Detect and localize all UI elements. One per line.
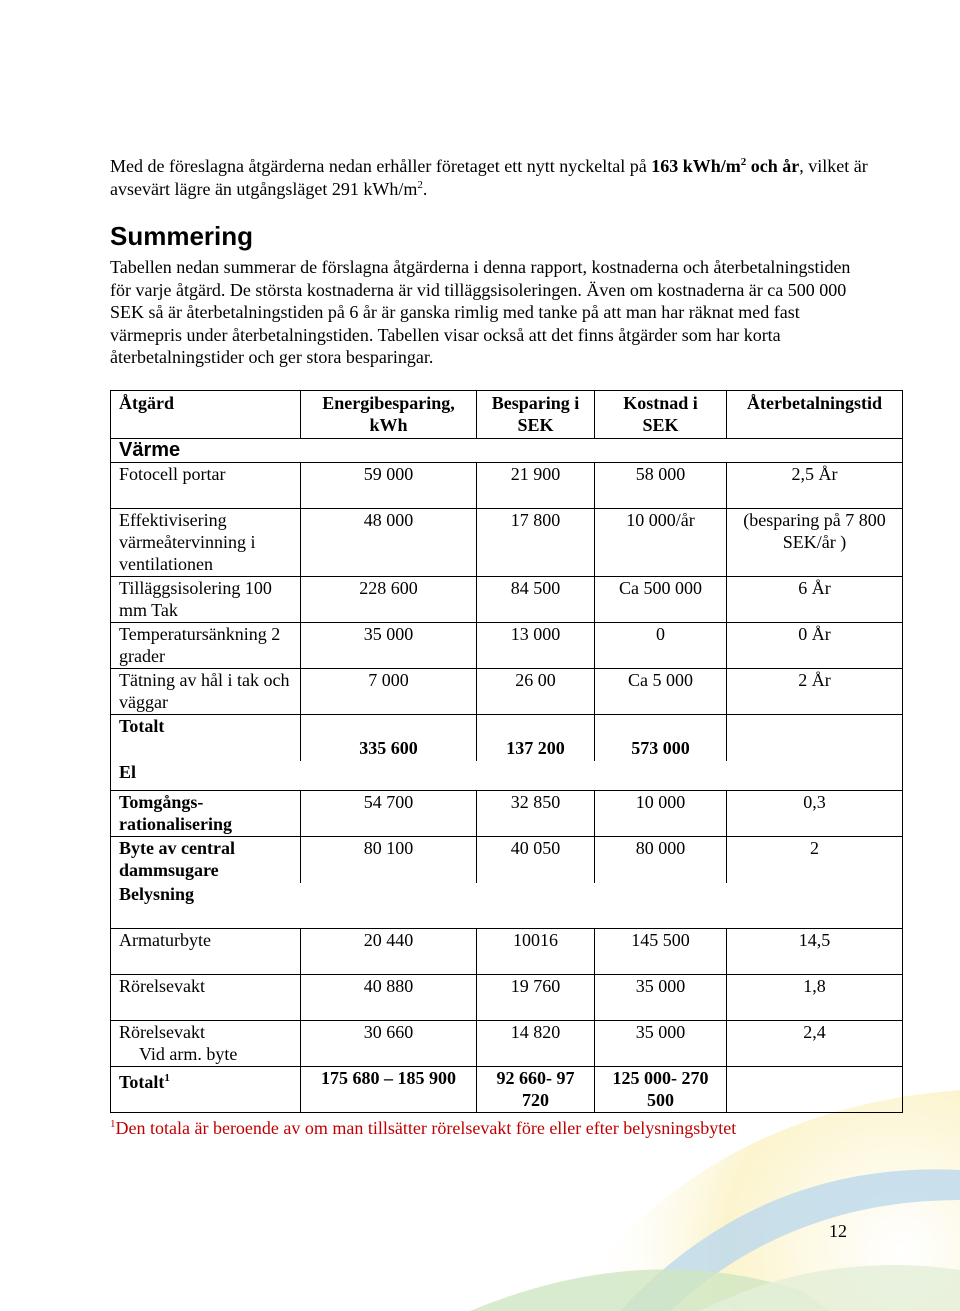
- section-row-el: [111, 761, 903, 791]
- cell-atgard: Tomgångs-rationalisering: [111, 791, 301, 837]
- header-tid: Återbetalningstid: [727, 391, 903, 439]
- cell-total-label: Totalt$^1$: [111, 1067, 301, 1113]
- cell-tid: 14,5: [727, 929, 903, 975]
- cell-energi: 48 000: [301, 509, 477, 577]
- cell-besparing: 21 900: [477, 463, 595, 509]
- cell-atgard: Fotocell portar: [111, 463, 301, 509]
- cell-tid: 2,4: [727, 1021, 903, 1067]
- cell-energi: 30 660: [301, 1021, 477, 1067]
- cell-energi: 20 440: [301, 929, 477, 975]
- cell-total-kostnad: 573 000: [595, 715, 727, 761]
- cell-kostnad: 35 000: [595, 1021, 727, 1067]
- table-row: [111, 1021, 903, 1067]
- cell-besparing: 40 050: [477, 837, 595, 883]
- cell-tid: 0 År: [727, 623, 903, 669]
- table-row: [111, 791, 903, 837]
- cell-total-kostnad: 125 000- 270 500: [595, 1067, 727, 1113]
- cell-atgard: Temperatursänkning 2 grader: [111, 623, 301, 669]
- cell-total-energi: 335 600: [301, 715, 477, 761]
- header-besparing: Besparing i SEK: [477, 391, 595, 439]
- cell-total-label: Totalt: [111, 715, 301, 761]
- section-label-el: El: [111, 761, 301, 791]
- cell-atgard-main: Rörelsevakt: [119, 1022, 205, 1042]
- cell-tid: (besparing på 7 800 SEK/år ): [727, 509, 903, 577]
- table-row: [111, 975, 903, 1021]
- cell-atgard: [111, 1021, 301, 1067]
- cell-kostnad: 10 000: [595, 791, 727, 837]
- cell-kostnad: 35 000: [595, 975, 727, 1021]
- measures-table: [110, 390, 903, 1113]
- header-energi: Energibesparing, kWh: [301, 391, 477, 439]
- cell-kostnad: 80 000: [595, 837, 727, 883]
- cell-total-tid: [727, 1067, 903, 1113]
- cell-energi: 228 600: [301, 577, 477, 623]
- table-footnote: $^1$Den totala är beroende av om man tillsätter rörelsevakt före eller efter belysningsbytet: [110, 1118, 737, 1138]
- section-label-varme: Värme: [111, 439, 903, 463]
- cell-kostnad: Ca 500 000: [595, 577, 727, 623]
- table-row: [111, 929, 903, 975]
- cell-kostnad: Ca 5 000: [595, 669, 727, 715]
- table-row: [111, 837, 903, 883]
- cell-atgard: Effektivisering värmeåtervinning i ventilationen: [111, 509, 301, 577]
- cell-tid: 1,8: [727, 975, 903, 1021]
- cell-besparing: 32 850: [477, 791, 595, 837]
- section-label-belysning: Belysning: [111, 883, 301, 929]
- cell-tid: 0,3: [727, 791, 903, 837]
- page-number: 12: [829, 1221, 847, 1241]
- cell-atgard: Byte av central dammsugare: [111, 837, 301, 883]
- cell-atgard: Tilläggsisolering 100 mm Tak: [111, 577, 301, 623]
- cell-besparing: 10016: [477, 929, 595, 975]
- cell-atgard: Armaturbyte: [111, 929, 301, 975]
- section-heading: Summering: [110, 221, 254, 251]
- table-row: [111, 509, 903, 577]
- cell-kostnad: 10 000/år: [595, 509, 727, 577]
- table-row: [111, 669, 903, 715]
- cell-total-besparing: 92 660- 97 720: [477, 1067, 595, 1113]
- cell-energi: 54 700: [301, 791, 477, 837]
- cell-kostnad: 0: [595, 623, 727, 669]
- cell-total-energi: 175 680 – 185 900: [301, 1067, 477, 1113]
- cell-tid: 2: [727, 837, 903, 883]
- intro-paragraph: Med de föreslagna åtgärderna nedan erhåller företaget ett nytt nyckeltal på 163 kWh/$m^2$ och år, vilket är avsevärt lägre än utgångsläget 291 kWh/$m^2$.: [110, 156, 868, 199]
- cell-atgard: Tätning av hål i tak och väggar: [111, 669, 301, 715]
- section-row-varme: [111, 439, 903, 463]
- cell-energi: 7 000: [301, 669, 477, 715]
- varme-total-row: [111, 715, 903, 761]
- cell-energi: 80 100: [301, 837, 477, 883]
- table-row: [111, 623, 903, 669]
- cell-atgard-sub: Vid arm. byte: [139, 1044, 238, 1064]
- cell-total-besparing: 137 200: [477, 715, 595, 761]
- cell-tid: 6 År: [727, 577, 903, 623]
- cell-energi: 35 000: [301, 623, 477, 669]
- cell-tid: 2,5 År: [727, 463, 903, 509]
- cell-kostnad: 145 500: [595, 929, 727, 975]
- table-row: [111, 577, 903, 623]
- cell-besparing: 84 500: [477, 577, 595, 623]
- section-row-belysning: [111, 883, 903, 929]
- cell-kostnad: 58 000: [595, 463, 727, 509]
- cell-energi: 59 000: [301, 463, 477, 509]
- table-row: [111, 463, 903, 509]
- cell-energi: 40 880: [301, 975, 477, 1021]
- cell-besparing: 19 760: [477, 975, 595, 1021]
- table-header-row: [111, 391, 903, 439]
- header-atgard: Åtgärd: [111, 391, 301, 439]
- header-kostnad: Kostnad i SEK: [595, 391, 727, 439]
- belysning-total-row: [111, 1067, 903, 1113]
- summary-paragraph: Tabellen nedan summerar de förslagna åtgärderna i denna rapport, kostnaderna och återbetalningstiden för varje åtgärd. De största kostnaderna är vid tilläggsisoleringen. Även om kostnaderna är ca 500 000 SEK så är återbetalningstiden på 6 år är ganska rimlig med tanke på att man har räknat med fast värmepris under återbetalningstiden. Tabellen visar också att det finns åtgärder som har korta återbetalningstider och ger stora besparingar.: [110, 257, 851, 368]
- cell-besparing: 13 000: [477, 623, 595, 669]
- cell-total-tid: [727, 715, 903, 761]
- cell-tid: 2 År: [727, 669, 903, 715]
- cell-besparing: 17 800: [477, 509, 595, 577]
- cell-besparing: 14 820: [477, 1021, 595, 1067]
- cell-besparing: 26 00: [477, 669, 595, 715]
- cell-atgard: Rörelsevakt: [111, 975, 301, 1021]
